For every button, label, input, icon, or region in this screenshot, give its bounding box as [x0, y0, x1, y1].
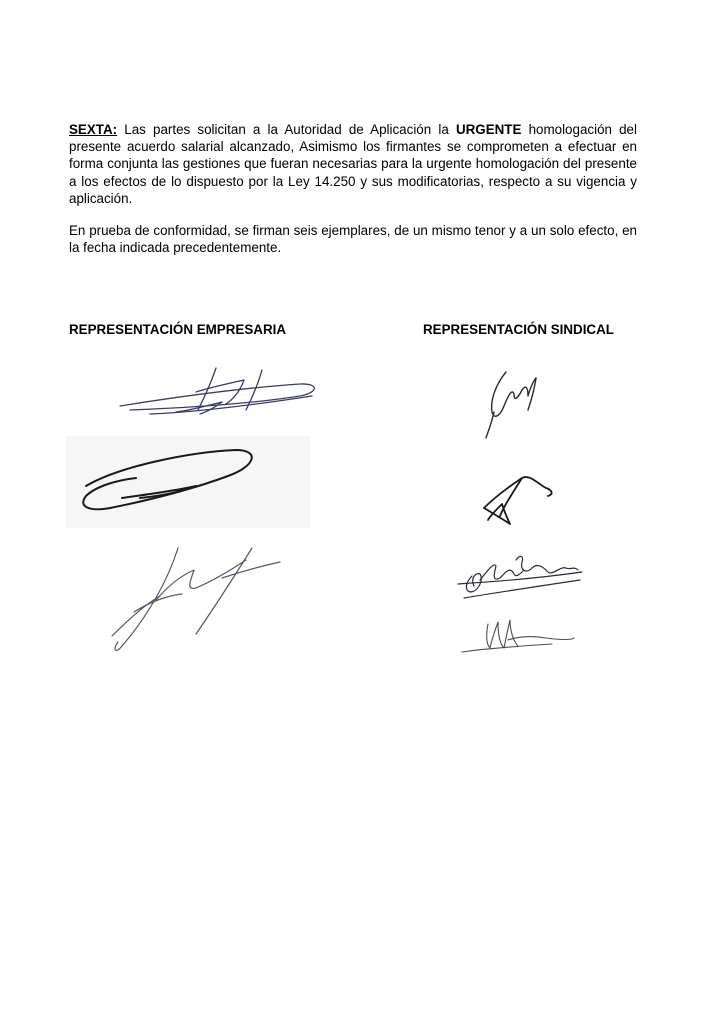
employer-representation-heading: REPRESENTACIÓN EMPRESARIA [69, 322, 287, 337]
clause-text-2: homologación del presente acuerdo salarial alcanzado, Asimismo los firmantes se comprometen a efectuar en forma conjunta las gestiones que fueran necesarias para la urgente homologación del presente a los efectos de lo dispuesto por la Ley 14.250 y sus modificatorias, respecto a su vigencia y aplicación. [69, 122, 637, 206]
employer-signature-2 [83, 450, 251, 509]
union-signature-3 [458, 556, 582, 598]
clause-emphasis: URGENTE [455, 122, 522, 137]
union-signature-1 [486, 372, 536, 438]
clause-label: SEXTA: [69, 122, 118, 137]
employer-signature-1 [120, 368, 314, 414]
employer-signature-3 [112, 548, 280, 650]
union-signature-2 [484, 477, 552, 524]
closing-paragraph: En prueba de conformidad, se firman seis ejemplares, de un mismo tenor y a un solo efecto, en la fecha indicada precedentemente. [69, 223, 637, 256]
union-signature-4 [462, 620, 574, 652]
clause-text-1: Las partes solicitan a la Autoridad de Aplicación la [117, 122, 456, 137]
union-representation-heading: REPRESENTACIÓN SINDICAL [423, 322, 614, 337]
